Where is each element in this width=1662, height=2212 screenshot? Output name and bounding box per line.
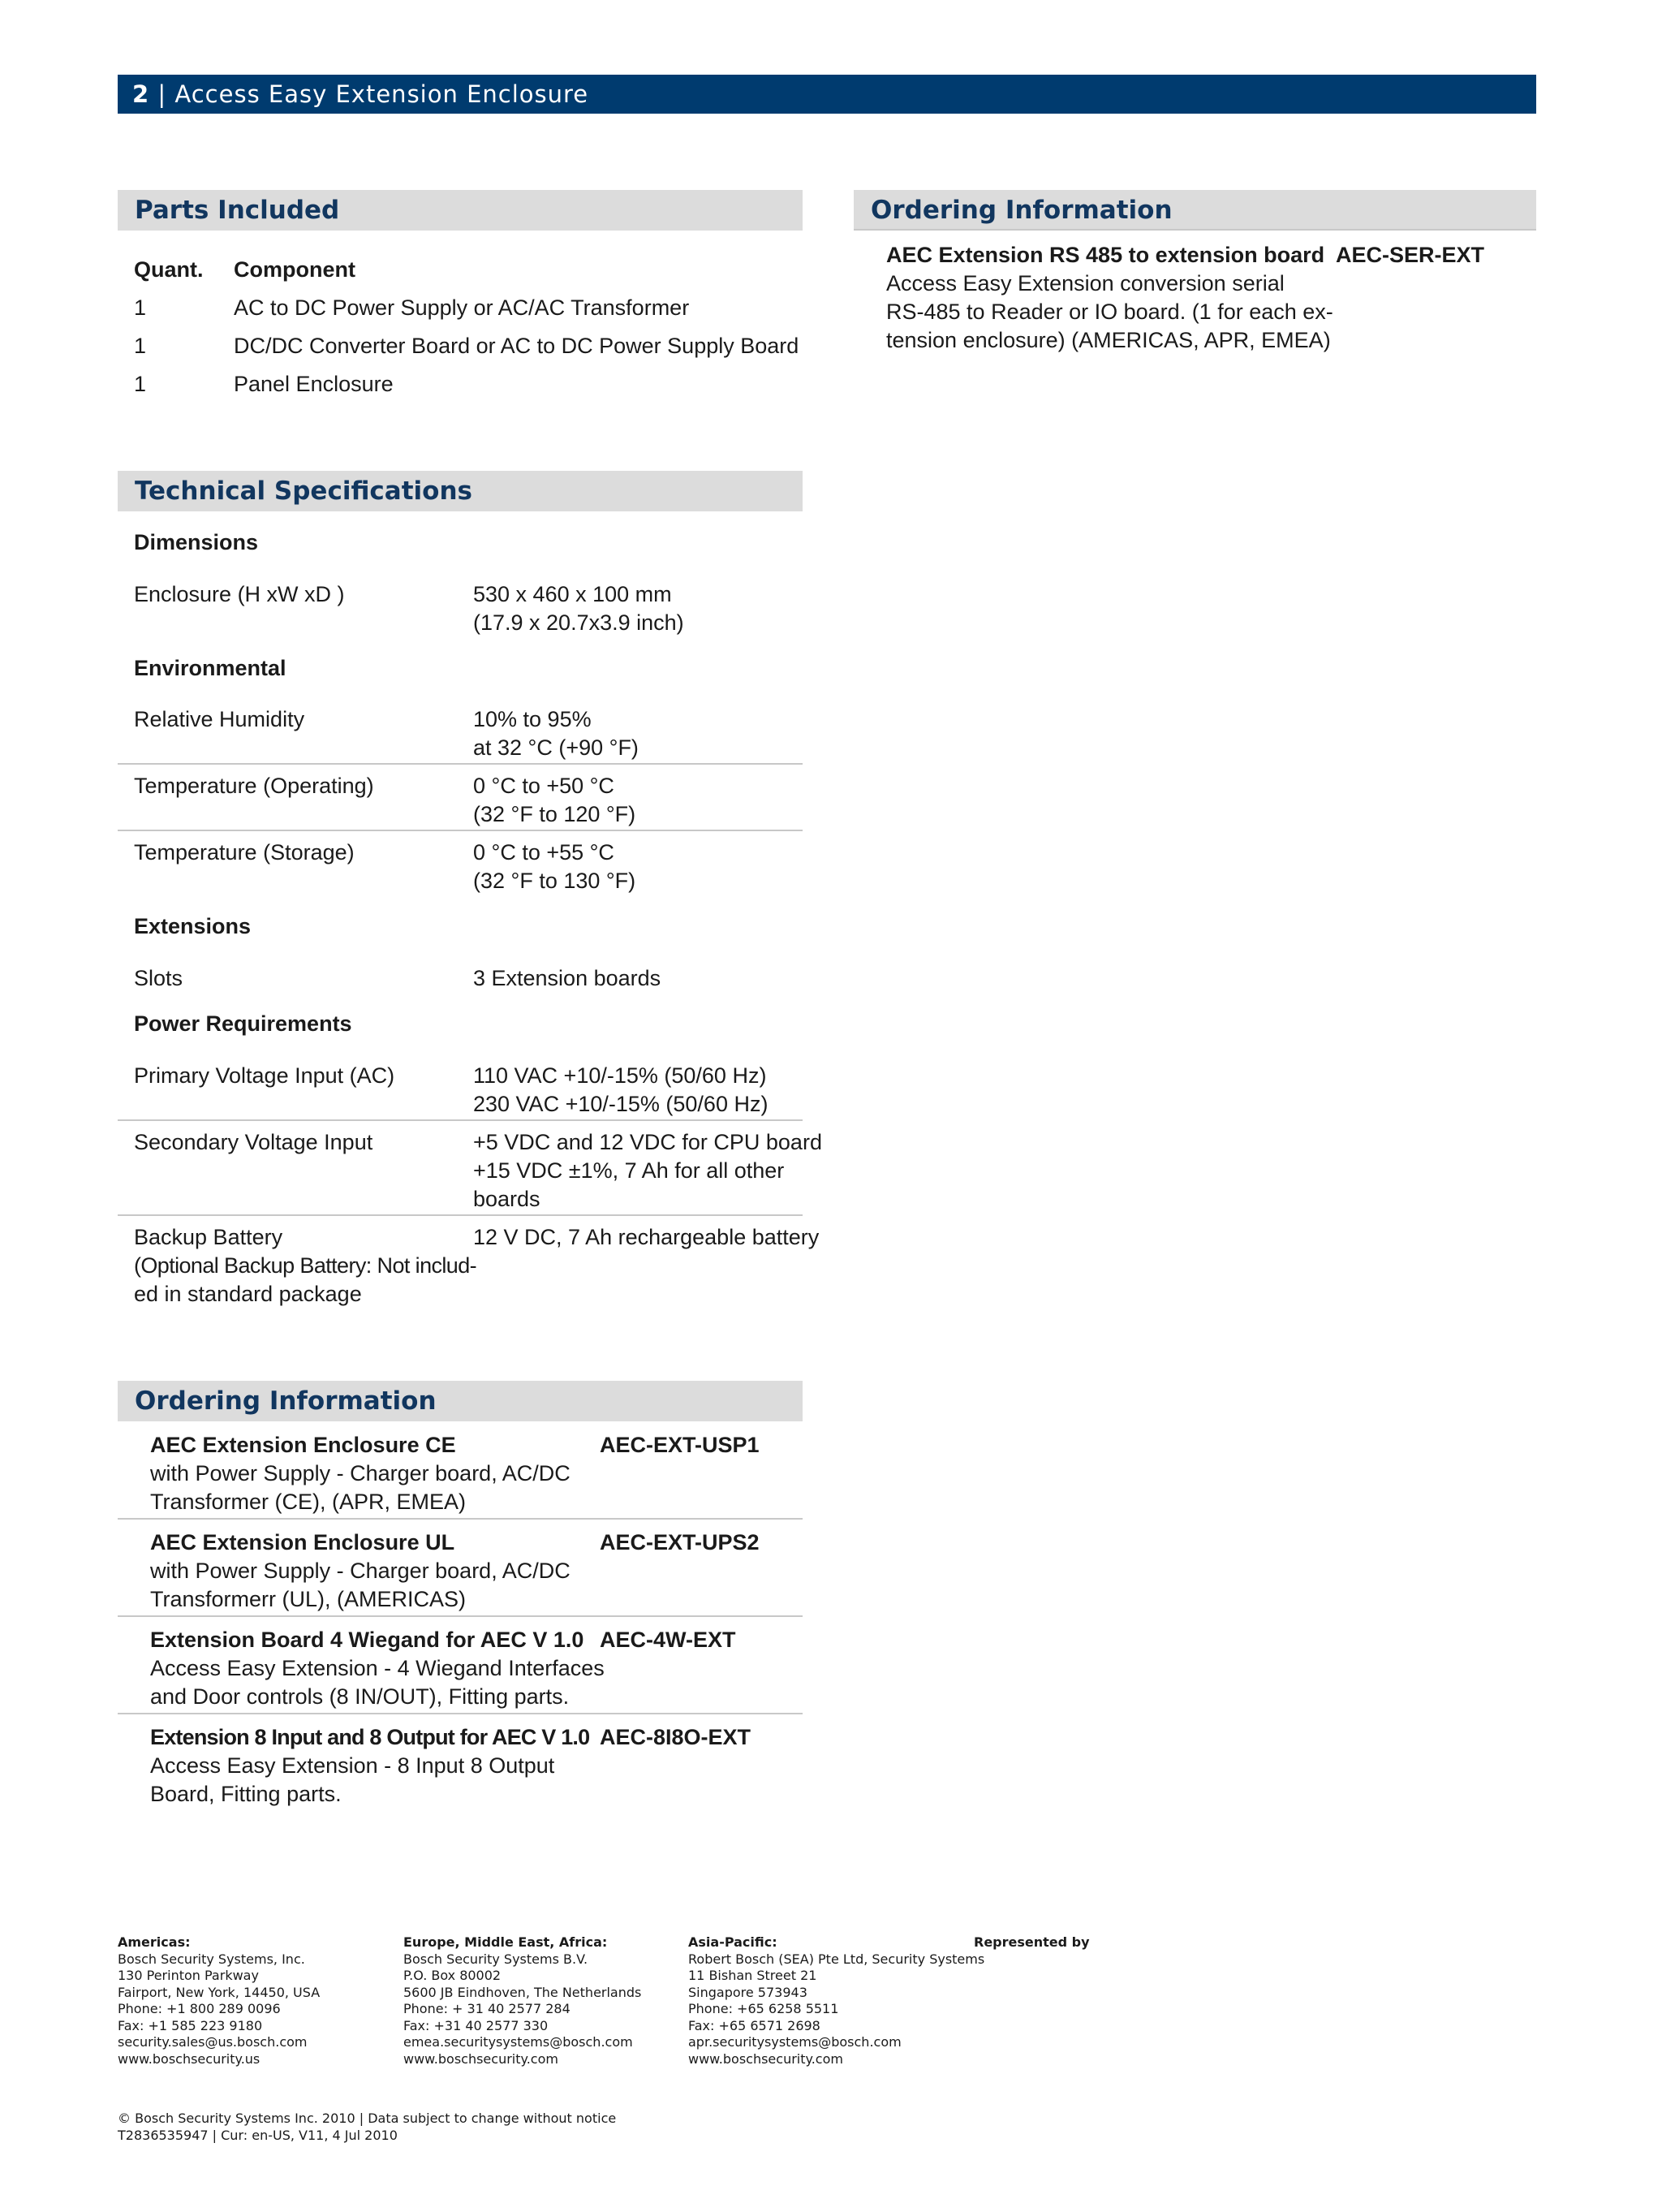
humidity-label: Relative Humidity — [134, 707, 305, 731]
technical-specifications-heading: Technical Specifications — [118, 471, 803, 511]
footer-region-title: Americas: — [118, 1934, 191, 1950]
temperature-operating-value: 0 °C to +50 °C — [473, 774, 614, 798]
extensions-heading: Extensions — [134, 914, 252, 938]
temperature-operating-label: Temperature (Operating) — [134, 774, 374, 798]
footer-email[interactable]: emea.securitysystems@bosch.com — [403, 2034, 633, 2050]
order-item-name: Extension Board 4 Wiegand for AEC V 1.0 — [150, 1628, 584, 1652]
row-divider — [118, 763, 803, 765]
ordering-information-heading-right: Ordering Information — [854, 190, 1536, 231]
document-id: T2836535947 | Cur: en-US, V11, 4 Jul 2010 — [118, 2127, 398, 2143]
humidity-value: 10% to 95% — [473, 707, 592, 731]
temperature-operating-value-f: (32 °F to 120 °F) — [473, 802, 636, 826]
primary-voltage-value-230: 230 VAC +10/-15% (50/60 Hz) — [473, 1092, 769, 1116]
part-component: AC to DC Power Supply or AC/AC Transformer — [234, 295, 690, 320]
primary-voltage-label: Primary Voltage Input (AC) — [134, 1063, 395, 1088]
order-item-description: tension enclosure) (AMERICAS, APR, EMEA) — [886, 328, 1331, 352]
row-divider — [118, 830, 803, 831]
legal-notice — [118, 2111, 616, 2144]
copyright-text: © Bosch Security Systems Inc. 2010 | Data subject to change without notice — [118, 2111, 617, 2126]
footer-phone: Phone: + 31 40 2577 284 — [403, 2001, 571, 2016]
footer-company: Robert Bosch (SEA) Pte Ltd, Security Systems — [688, 1951, 985, 1967]
order-item-name: AEC Extension Enclosure UL — [150, 1530, 455, 1554]
part-component: DC/DC Converter Board or AC to DC Power Supply Board — [234, 334, 799, 358]
order-item-name: AEC Extension RS 485 to extension board — [886, 243, 1325, 267]
footer-region-title: Europe, Middle East, Africa: — [403, 1934, 608, 1950]
document-title: Access Easy Extension Enclosure — [174, 80, 589, 108]
footer-address: 5600 JB Eindhoven, The Netherlands — [403, 1984, 642, 2000]
row-divider — [118, 1119, 803, 1121]
order-item-description: Transformer (CE), (APR, EMEA) — [150, 1490, 467, 1514]
enclosure-label: Enclosure (H xW xD ) — [134, 582, 345, 606]
backup-battery-value: 12 V DC, 7 Ah rechargeable battery — [473, 1225, 820, 1249]
enclosure-value-inches: (17.9 x 20.7x3.9 inch) — [473, 610, 684, 635]
footer-address: P.O. Box 80002 — [403, 1968, 502, 1983]
order-item-code: AEC-EXT-UPS2 — [600, 1530, 760, 1554]
order-item-description: Access Easy Extension conversion serial — [886, 271, 1285, 295]
order-item-code: AEC-8I8O-EXT — [600, 1725, 751, 1749]
footer-company: Bosch Security Systems, Inc. — [118, 1951, 305, 1967]
part-component: Panel Enclosure — [234, 372, 394, 396]
part-quantity: 1 — [134, 295, 147, 320]
footer-address: Singapore 573943 — [688, 1984, 807, 2000]
footer-website[interactable]: www.boschsecurity.com — [688, 2050, 843, 2067]
footer-region-title: Asia-Pacific: — [688, 1934, 777, 1950]
component-column-header: Component — [234, 257, 355, 282]
footer-emea — [403, 1934, 641, 2068]
order-item-code: AEC-4W-EXT — [600, 1628, 736, 1652]
footer-phone: Phone: +65 6258 5511 — [688, 2001, 839, 2016]
row-divider — [118, 1214, 803, 1216]
dimensions-heading: Dimensions — [134, 530, 259, 554]
footer-address: 11 Bishan Street 21 — [688, 1968, 817, 1983]
enclosure-value: 530 x 460 x 100 mm — [473, 582, 672, 606]
order-item-name: Extension 8 Input and 8 Output for AEC V 1.0 — [150, 1725, 590, 1749]
page-number: 2 — [132, 80, 150, 108]
parts-included-heading: Parts Included — [118, 190, 803, 231]
footer-fax: Fax: +65 6571 2698 — [688, 2017, 820, 2033]
order-item-description: Board, Fitting parts. — [150, 1782, 342, 1806]
secondary-voltage-label: Secondary Voltage Input — [134, 1130, 373, 1154]
header-separator: | — [157, 80, 167, 108]
backup-battery-note-cont: ed in standard package — [134, 1282, 362, 1306]
humidity-value-condition: at 32 °C (+90 °F) — [473, 735, 639, 760]
slots-label: Slots — [134, 966, 183, 990]
temperature-storage-value: 0 °C to +55 °C — [473, 840, 614, 865]
footer-phone: Phone: +1 800 289 0096 — [118, 2001, 281, 2016]
temperature-storage-value-f: (32 °F to 130 °F) — [473, 869, 636, 893]
part-quantity: 1 — [134, 372, 147, 396]
page-header-bar — [118, 75, 1536, 114]
backup-battery-note: (Optional Backup Battery: Not includ- — [134, 1253, 477, 1278]
footer-americas — [118, 1934, 320, 2068]
footer-email[interactable]: apr.securitysystems@bosch.com — [688, 2034, 902, 2050]
part-quantity: 1 — [134, 334, 147, 358]
order-item-name: AEC Extension Enclosure CE — [150, 1433, 456, 1457]
secondary-voltage-value-line3: boards — [473, 1187, 540, 1211]
footer-fax: Fax: +31 40 2577 330 — [403, 2017, 549, 2033]
footer-represented-by — [974, 1934, 1090, 1951]
footer-email[interactable]: security.sales@us.bosch.com — [118, 2034, 308, 2050]
order-item-description: Transformerr (UL), (AMERICAS) — [150, 1587, 467, 1611]
row-divider — [118, 1713, 803, 1714]
slots-value: 3 Extension boards — [473, 966, 661, 990]
row-divider — [118, 1518, 803, 1520]
ordering-information-heading: Ordering Information — [118, 1381, 803, 1421]
footer-website[interactable]: www.boschsecurity.us — [118, 2050, 260, 2067]
order-item-description: RS-485 to Reader or IO board. (1 for each ex- — [886, 300, 1333, 324]
temperature-storage-label: Temperature (Storage) — [134, 840, 355, 865]
quant-column-header: Quant. — [134, 257, 204, 282]
environmental-heading: Environmental — [134, 656, 286, 680]
secondary-voltage-value: +5 VDC and 12 VDC for CPU board — [473, 1130, 822, 1154]
order-item-description: and Door controls (8 IN/OUT), Fitting parts. — [150, 1684, 570, 1709]
footer-company: Bosch Security Systems B.V. — [403, 1951, 588, 1967]
footer-fax: Fax: +1 585 223 9180 — [118, 2017, 263, 2033]
footer-asia-pacific — [688, 1934, 984, 2068]
footer-website[interactable]: www.boschsecurity.com — [403, 2050, 558, 2067]
order-item-code: AEC-SER-EXT — [1336, 243, 1485, 267]
footer-address: 130 Perinton Parkway — [118, 1968, 259, 1983]
backup-battery-label: Backup Battery — [134, 1225, 283, 1249]
order-item-description: with Power Supply - Charger board, AC/DC — [150, 1559, 571, 1583]
represented-by-label: Represented by — [974, 1934, 1090, 1950]
order-item-code: AEC-EXT-USP1 — [600, 1433, 760, 1457]
power-requirements-heading: Power Requirements — [134, 1011, 352, 1036]
order-item-description: with Power Supply - Charger board, AC/DC — [150, 1461, 571, 1485]
order-item-description: Access Easy Extension - 4 Wiegand Interfaces — [150, 1656, 605, 1680]
primary-voltage-value: 110 VAC +10/-15% (50/60 Hz) — [473, 1063, 767, 1088]
footer-address: Fairport, New York, 14450, USA — [118, 1984, 321, 2000]
secondary-voltage-value-line2: +15 VDC ±1%, 7 Ah for all other — [473, 1158, 785, 1183]
order-item-description: Access Easy Extension - 8 Input 8 Output — [150, 1753, 555, 1778]
row-divider — [118, 1615, 803, 1617]
